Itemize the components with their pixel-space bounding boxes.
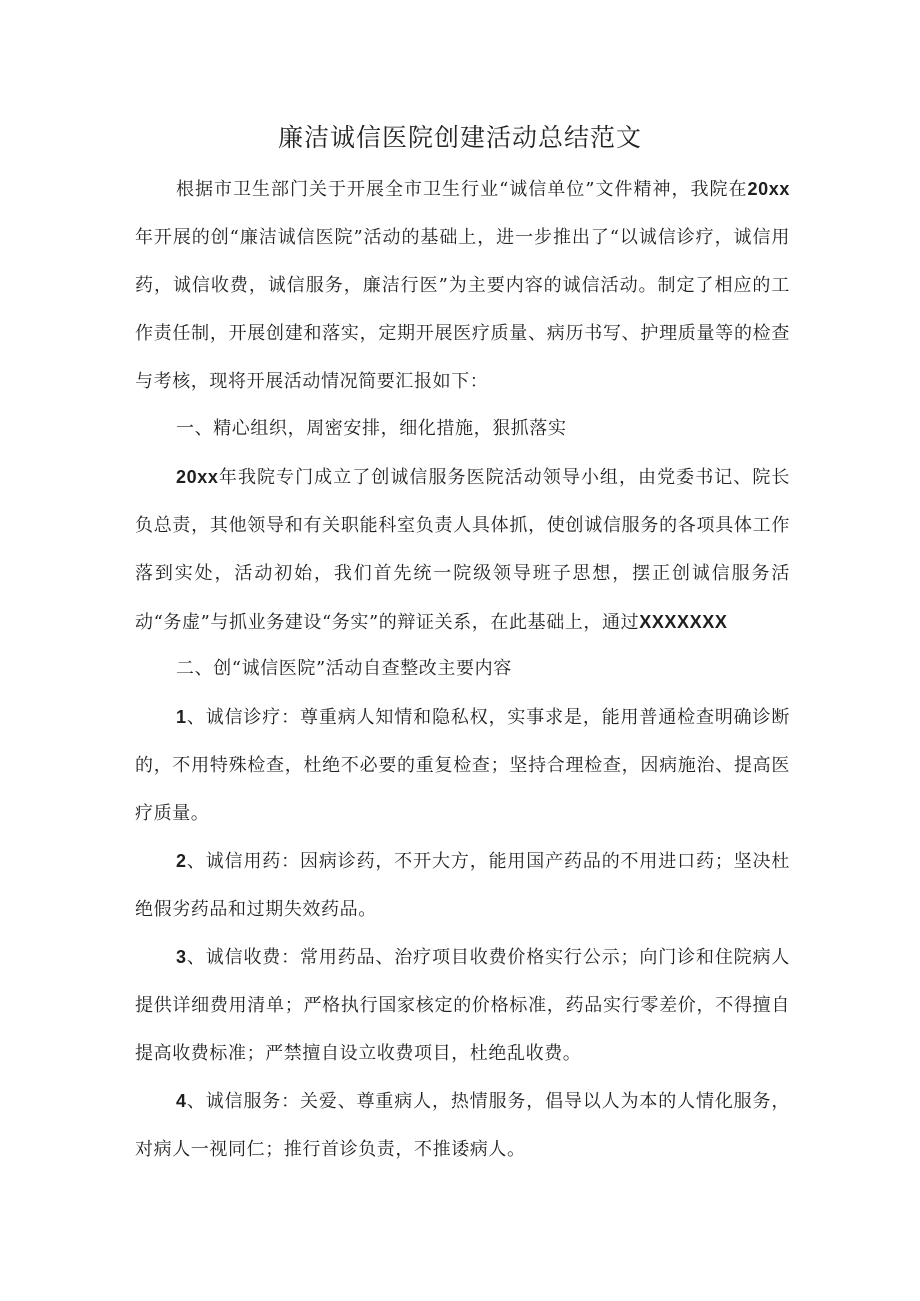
intro-text-a: 根据市卫生部门关于开展全市卫生行业“诚信单位”文件精神，我院在 — [176, 179, 748, 200]
document-title: 廉洁诚信医院创建活动总结范文 — [277, 123, 642, 152]
section1-text: 年我院专门成立了创诚信服务医院活动领导小组，由党委书记、院长负总责，其他领导和有关职能科室负责人具体抓，使创诚信服务的各项具体工作落到实处，活动初始，我们首先统一院级领导班子思想，摆正创诚信服务活动“务虚”与抓业务建设“务实”的辩证关系，在此基础上，通过 — [135, 467, 790, 633]
section1-placeholder: XXXXXXX — [639, 612, 728, 632]
section1-heading: 一、精心组织，周密安排，细化措施，狠抓落实 — [176, 418, 567, 439]
section1-paragraph — [135, 453, 790, 647]
item-number: 3 — [176, 947, 187, 967]
item-number: 4 — [176, 1091, 187, 1111]
section2-heading: 二、创“诚信医院”活动自查整改主要内容 — [176, 658, 512, 679]
section2-item-2 — [135, 837, 790, 934]
section2-item-1 — [135, 693, 790, 838]
intro-text-b: 年开展的创“廉洁诚信医院”活动的基础上，进一步推出了“以诚信诊疗，诚信用药，诚信收费，诚信服务，廉洁行医”为主要内容的诚信活动。制定了相应的工作责任制，开展创建和落实，定期开展医疗质量、病历书写、护理质量等的检查与考核，现将开展活动情况简要汇报如下： — [135, 227, 790, 392]
section2-item-4 — [135, 1077, 790, 1174]
item-text: 、诚信用药：因病诊药，不开大方，能用国产药品的不用进口药；坚决杜绝假劣药品和过期失效药品。 — [135, 851, 790, 920]
item-text: 、诚信服务：关爱、尊重病人，热情服务，倡导以人为本的人情化服务，对病人一视同仁；推行首诊负责，不推诿病人。 — [135, 1091, 790, 1160]
section1-year: 20xx — [176, 467, 219, 487]
section2-item-3 — [135, 933, 790, 1078]
intro-paragraph — [135, 165, 790, 406]
intro-year: 20xx — [747, 179, 790, 199]
item-number: 1 — [176, 707, 187, 727]
item-text: 、诚信诊疗：尊重病人知情和隐私权，实事求是，能用普通检查明确诊断的，不用特殊检查，杜绝不必要的重复检查；坚持合理检查，因病施治、提高医疗质量。 — [135, 707, 790, 824]
item-text: 、诚信收费：常用药品、治疗项目收费价格实行公示；向门诊和住院病人提供详细费用清单；严格执行国家核定的价格标准，药品实行零差价，不得擅自提高收费标准；严禁擅自设立收费项目，杜绝乱收费。 — [135, 947, 790, 1064]
item-number: 2 — [176, 851, 187, 871]
